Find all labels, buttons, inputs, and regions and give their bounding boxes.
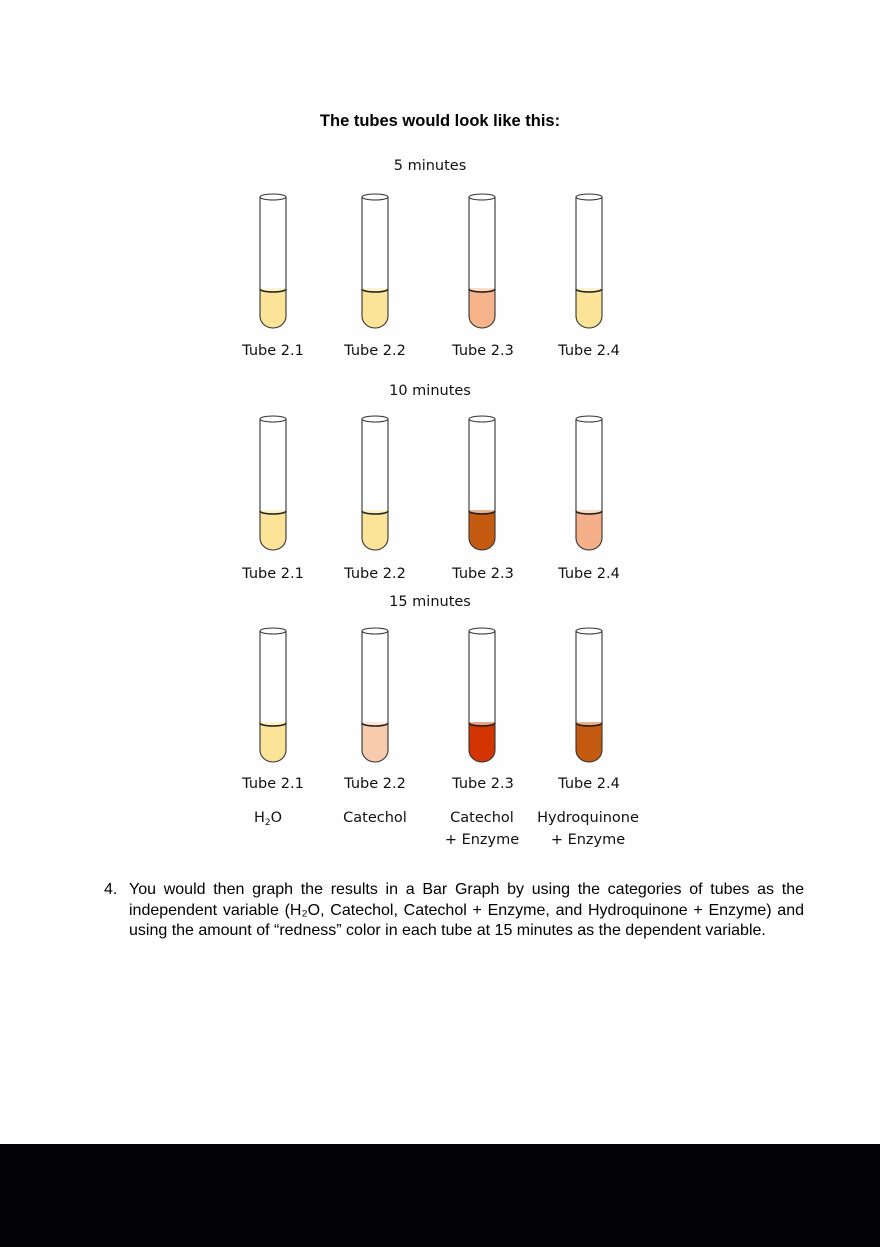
category-text: H (253, 810, 265, 826)
tube-label: Tube 2.4 (558, 566, 620, 582)
category-text: Catechol (343, 810, 407, 826)
tube-label: Tube 2.4 (558, 776, 620, 792)
tube-label: Tube 2.1 (242, 776, 304, 792)
section-heading: The tubes would look like this: (319, 112, 561, 130)
tube-label: Tube 2.3 (452, 343, 514, 359)
tube-label: Tube 2.4 (558, 343, 620, 359)
tube-label: Tube 2.2 (344, 776, 406, 792)
test-tube-icon (257, 626, 289, 766)
test-tube-icon (257, 414, 289, 554)
test-tube-icon (466, 626, 498, 766)
category-text: Hydroquinone (537, 810, 639, 826)
category-text: + Enzyme (444, 832, 520, 848)
test-tube-icon (359, 626, 391, 766)
test-tube-icon (466, 192, 498, 332)
time-label-15min: 15 minutes (389, 594, 471, 610)
category-text: O (270, 810, 283, 826)
tube-label: Tube 2.1 (242, 343, 304, 359)
tube-label: Tube 2.1 (242, 566, 304, 582)
time-label-10min: 10 minutes (389, 383, 471, 399)
category-label-hydroquinone-enzyme (523, 807, 653, 851)
tube-label: Tube 2.2 (344, 566, 406, 582)
category-text: + Enzyme (550, 832, 626, 848)
category-subscript: 2 (264, 818, 271, 828)
test-tube-icon (359, 192, 391, 332)
list-number: 4. (104, 881, 118, 898)
time-label-5min: 5 minutes (393, 158, 467, 174)
black-footer-bar (0, 1144, 880, 1247)
tube-label: Tube 2.3 (452, 566, 514, 582)
category-text: Catechol (450, 810, 514, 826)
test-tube-icon (359, 414, 391, 554)
test-tube-icon (573, 192, 605, 332)
tube-label: Tube 2.3 (452, 776, 514, 792)
test-tube-icon (573, 626, 605, 766)
step-4-paragraph (104, 880, 804, 942)
tube-label: Tube 2.2 (344, 343, 406, 359)
test-tube-icon (466, 414, 498, 554)
step-text: You would then graph the results in a Bar Graph by using the categories of tubes as the independent variable (H₂O, Catechol, Catechol + Enzyme, and Hydroquinone + Enzyme) and using the amount of “redness” color in each tube at 15 minutes as the dependent variable. (129, 881, 804, 939)
test-tube-icon (257, 192, 289, 332)
test-tube-icon (573, 414, 605, 554)
